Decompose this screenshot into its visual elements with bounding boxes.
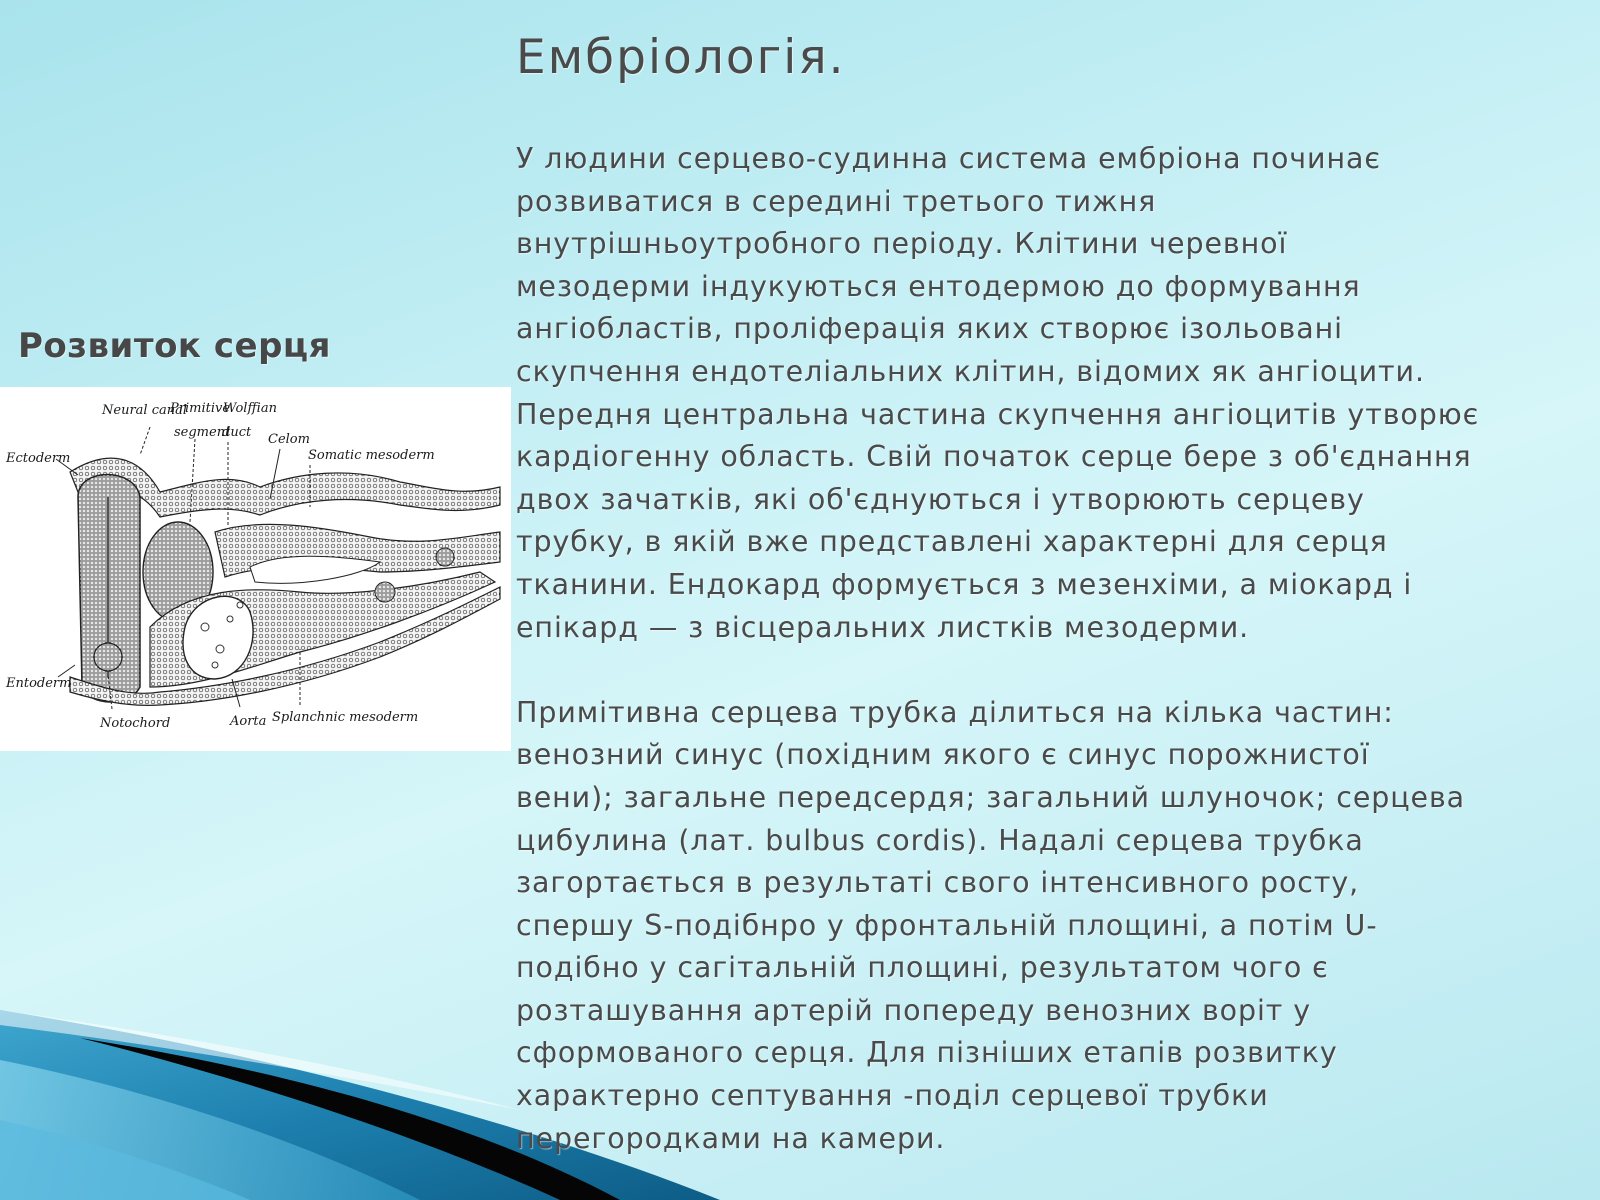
slide-body [516,138,1590,1160]
label-celom: Celom [268,432,310,447]
label-entoderm: Entoderm [6,676,72,691]
label-primitive-segment-2: segment [174,425,231,440]
label-notochord: Notochord [100,716,171,731]
label-somatic-mesoderm: Somatic mesoderm [308,448,435,463]
embryo-cross-section-figure [0,387,511,751]
label-splanchnic-mesoderm: Splanchnic mesoderm [272,710,419,725]
label-primitive-segment-1: Primitive [170,401,231,416]
label-wolffian-duct-2: duct [222,425,252,440]
figure-caption: Розвиток серця [18,326,331,366]
label-aorta: Aorta [230,714,267,729]
label-neural-canal: Neural canal [102,403,188,418]
paragraph-embryology: У людини серцево-судинна система ембріона починає розвиватися в середині третього тижня внутрішньоутробного періоду. Клітини черевної мезодерми індукуються ентодермою до формування ангіобластів, проліферація яких створює ізольовані скупчення ендотеліальних клітин, відомих як ангіоцити. Передня центральна частина скупчення ангіоцитів утворює кардіогенну область. Свій початок серце бере з об'єднання двох зачатків, які об'єднуються і утворюють серцеву трубку, в якій вже представлені характерні для серця тканини. Ендокард формується з мезенхіми, а міокард і епікард — з вісцеральних листків мезодерми. [516,142,1480,644]
label-ectoderm: Ectoderm [6,451,71,466]
embryo-cross-section-illustration [0,387,511,751]
slide-title: Ембріологія. [516,30,846,85]
label-wolffian-duct-1: Wolffian [223,401,277,416]
paragraph-heart-tube: Примітивна серцева трубка ділиться на кілька частин: венозний синус (похідним якого є синус порожнистої вени); загальне передсердя; загальний шлуночок; серцева цибулина (лат. bulbus cordis). Надалі серцева трубка загортається в результаті свого інтенсивного росту, спершу S-подібнро у фронтальній площині, а потім U- подібно у сагітальній площині, результатом чого є розташування артерій попереду венозних воріт у сформованого серця. Для пізніших етапів розвитку характерно септування -поділ серцевої трубки перегородками на камери. [516,695,1466,1155]
